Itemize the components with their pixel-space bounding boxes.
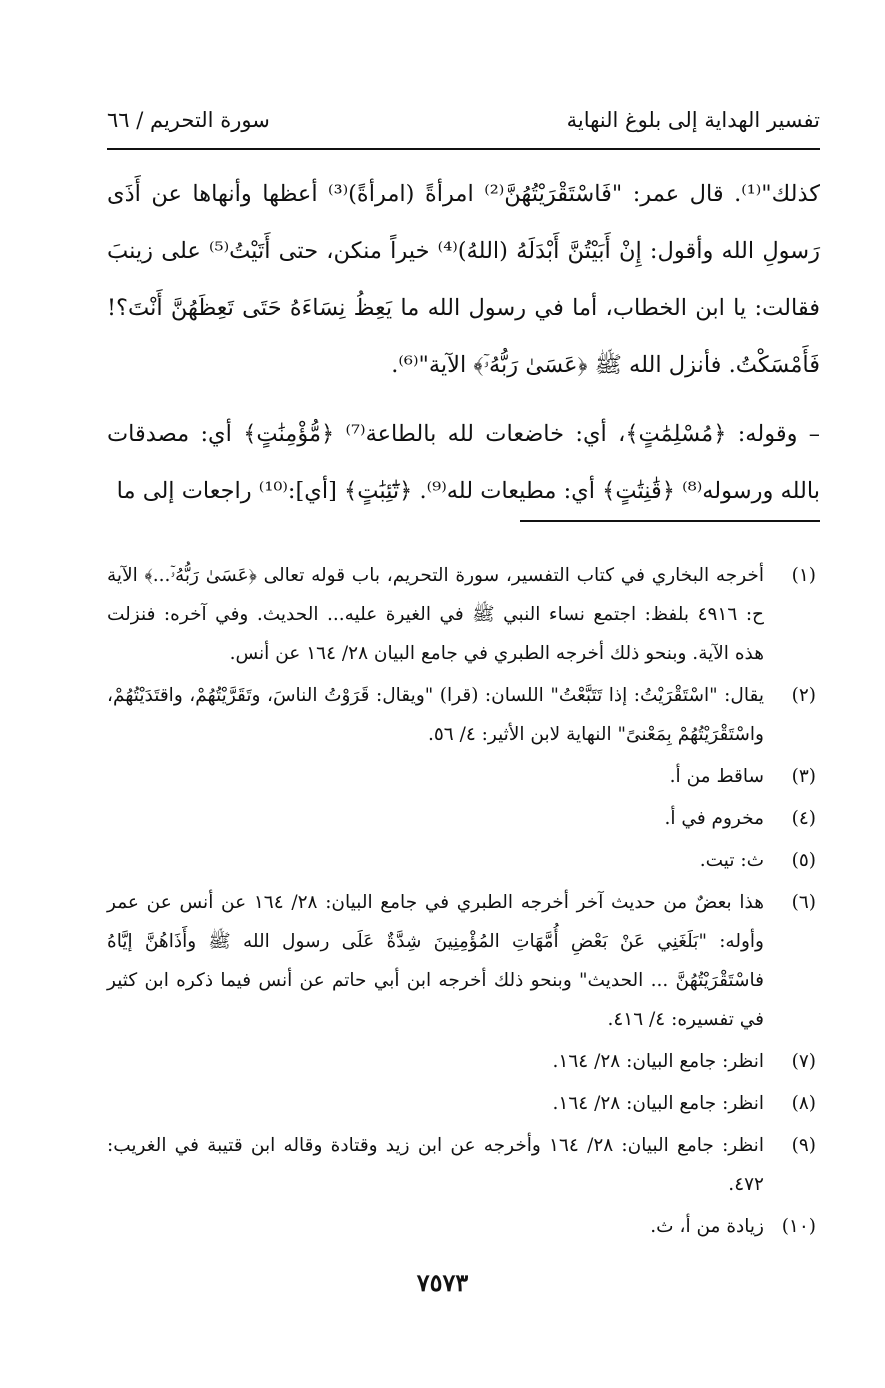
header-divider — [107, 148, 820, 150]
footnote-number: (٢) — [791, 685, 816, 706]
footnote-number: (٨) — [791, 1093, 816, 1114]
footnote-text: يقال: "اسْتَقْرَيْتُ: إذا تَتَبَّعْتُ" اللسان: (قرا) "ويقال: قَرَوْتُ الناسَ، وتَقَرَّيْتُهُمْ، واقتَدَيْتُهُمْ، واسْتَقْرَيْتُهُمْ بِمَعْنىً" النهاية لابن الأثير: ٤/ ٥٦. — [107, 685, 764, 745]
body-paragraph: – وقوله: ﴿مُسْلِمَٰتٍ﴾، أي: خاضعات لله بالطاعة⁽⁷⁾ ﴿مُّؤْمِنَٰتٍ﴾ أي: مصدقات بالله ورسوله⁽⁸⁾ ﴿قَٰنِتَٰتٍ﴾ أي: مطيعات لله⁽⁹⁾. ﴿تَٰٓئِبَٰتٍ﴾ [أي]:⁽¹⁰⁾ راجعات إلى ما — [107, 421, 820, 504]
page-number: ٧٥٧٣ — [416, 1268, 469, 1297]
footnote-text: مخروم في أ. — [664, 808, 764, 829]
footnote-divider — [520, 520, 820, 522]
footnote-item — [107, 757, 820, 796]
footnote-item — [107, 1207, 820, 1246]
footnote-item — [107, 1126, 820, 1204]
body-paragraph: كذلك"⁽¹⁾. قال عمر: "فَاسْتَقْرَيْتُهُنَّ⁽²⁾ امرأةً (امرأةً)⁽³⁾ أعظها وأنهاها عن أَذَى رَسولِ الله وأقول: إِنْ أَبَيْتُنَّ أَبْدَلَهُ (اللهُ)⁽⁴⁾ خيراً منكن، حتى أَتَيْتُ⁽⁵⁾ على زينبَ فقالت: يا ابن الخطاب، أما في رسول الله ما يَعِظُ نِسَاءَهُ حَتَى تَعِظَهُنَّ أَنْتَ؟! فَأَمْسَكْتُ. فأنزل الله ﷺ ﴿عَسَىٰ رَبُّهُۥٓ﴾ الآية"⁽⁶⁾. — [107, 181, 821, 378]
surah-page-label: سورة التحريم / ٦٦ — [107, 108, 270, 132]
footnote-number: (٦) — [791, 892, 816, 913]
running-header — [107, 104, 820, 146]
footnote-number: (٤) — [791, 808, 816, 829]
footnote-text: زيادة من أ، ث. — [650, 1216, 764, 1237]
footnote-item — [107, 1084, 820, 1123]
book-title: تفسير الهداية إلى بلوغ النهاية — [566, 108, 820, 132]
footnote-text: ساقط من أ. — [669, 766, 764, 787]
footnote-text: هذا بعضٌ من حديث آخر أخرجه الطبري في جامع البيان: ٢٨/ ١٦٤ عن أنس عن عمر وأوله: "بَلَغَنِي عَنْ بَعْضِ أُمَّهَاتِ المُؤْمِنِينَ شِدَّةٌ عَلَى رسول الله ﷺ وأَذَاهُنَّ إيَّاهُ فاسْتَقْرَيْتُهُنَّ ... الحديث" وبنحو ذلك أخرجه ابن أبي حاتم عن أنس فيما ذكره ابن كثير في تفسيره: ٤/ ٤١٦. — [107, 892, 764, 1030]
footnote-text: انظر: جامع البيان: ٢٨/ ١٦٤. — [552, 1051, 764, 1072]
footnote-number: (١٠) — [781, 1216, 816, 1237]
footnote-item — [107, 556, 820, 673]
footnote-text: انظر: جامع البيان: ٢٨/ ١٦٤ وأخرجه عن ابن زيد وقتادة وقاله ابن قتيبة في الغريب: ٤٧٢. — [107, 1135, 764, 1195]
footnote-number: (٧) — [791, 1051, 816, 1072]
footnote-item — [107, 799, 820, 838]
footnote-item — [107, 841, 820, 880]
footnote-item — [107, 1042, 820, 1081]
footnote-number: (١) — [791, 565, 816, 586]
main-text — [107, 166, 820, 520]
footnote-text: أخرجه البخاري في كتاب التفسير، سورة التحريم، باب قوله تعالى ﴿عَسَىٰ رَبُّهُۥٓ...﴾ الآية ح: ٤٩١٦ بلفظ: اجتمع نساء النبي ﷺ في الغيرة عليه... الحديث. وفي آخره: فنزلت هذه الآية. وبنحو ذلك أخرجه الطبري في جامع البيان ٢٨/ ١٦٤ عن أنس. — [107, 565, 764, 664]
footnote-number: (٩) — [791, 1135, 816, 1156]
footnote-number: (٣) — [791, 766, 816, 787]
footnotes-list — [107, 556, 820, 1249]
footnote-number: (٥) — [791, 850, 816, 871]
footnote-text: انظر: جامع البيان: ٢٨/ ١٦٤. — [552, 1093, 764, 1114]
footnote-text: ث: تيت. — [699, 850, 764, 871]
footnote-item — [107, 883, 820, 1039]
footnote-item — [107, 676, 820, 754]
